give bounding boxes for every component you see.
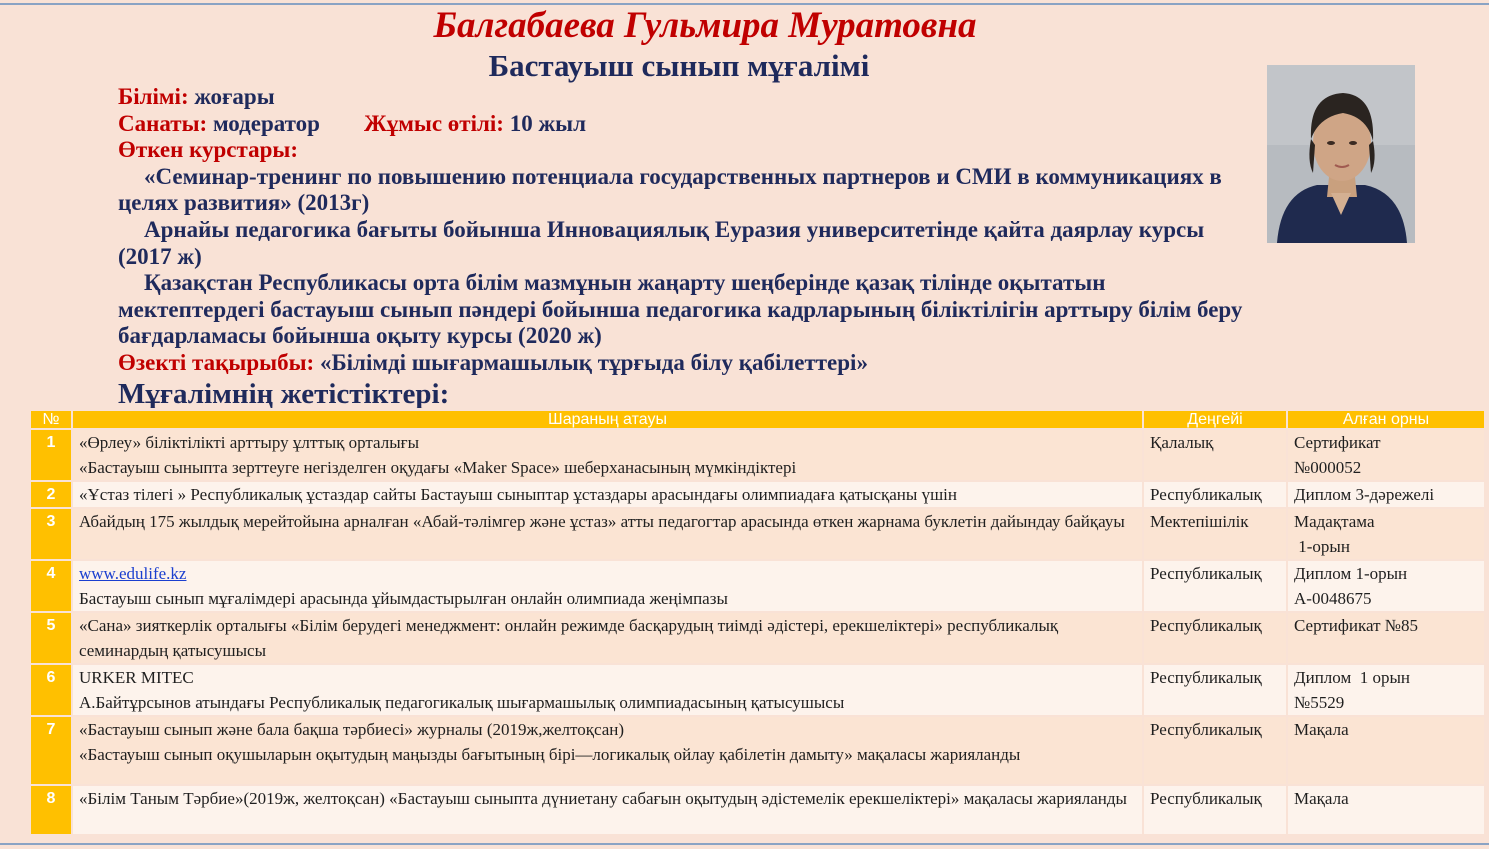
place-cell: Сертификат №85 <box>1288 613 1484 663</box>
achievements-title: Мұғалімнің жетістіктері: <box>118 378 450 408</box>
event-text: «Бастауыш сыныпта зерттеуге негізделген оқудағы «Maker Space» шеберханасының мүмкіндіктері <box>79 458 797 477</box>
teacher-name: Балгабаева Гульмира Муратовна <box>433 5 977 46</box>
place-cell: Диплом 3-дәрежелі <box>1288 482 1484 507</box>
place-cell: Мақала <box>1288 717 1484 784</box>
portrait-image <box>1267 65 1415 243</box>
category-value: модератор <box>207 110 320 136</box>
place-text: №5529 <box>1294 693 1345 712</box>
topic-line <box>118 350 1248 377</box>
event-cell <box>73 561 1142 611</box>
place-text: Диплом 1 орын <box>1294 668 1410 687</box>
row-number: 7 <box>31 717 71 784</box>
category-label: Санаты: <box>118 110 208 136</box>
place-text: Диплом 1-орын <box>1294 564 1408 583</box>
place-text: 1-орын <box>1294 537 1350 556</box>
row-number: 1 <box>31 430 71 480</box>
level-cell: Республикалық <box>1144 717 1286 784</box>
table-row <box>31 613 1484 663</box>
row-number: 2 <box>31 482 71 507</box>
event-text: Бастауыш сынып мұғалімдері арасында ұйымдастырылған онлайн олимпиада жеңімпазы <box>79 589 728 608</box>
table-row <box>31 717 1484 784</box>
row-number: 6 <box>31 665 71 715</box>
event-cell: «Білім Таным Тәрбие»(2019ж, желтоқсан) «Бастауыш сыныпта дүниетану сабағын оқытудың әдістемелік ерекшеліктері» мақаласы жарияланды <box>73 786 1142 834</box>
row-number: 5 <box>31 613 71 663</box>
row-number: 3 <box>31 509 71 559</box>
header-place: Алған орны <box>1288 411 1484 428</box>
table-row <box>31 665 1484 715</box>
level-cell: Қалалық <box>1144 430 1286 480</box>
place-text: А-0048675 <box>1294 589 1372 608</box>
teacher-info <box>118 84 1248 377</box>
event-cell <box>73 717 1142 784</box>
achievements-table <box>29 409 1486 836</box>
courses-label: Өткен курстары: <box>118 137 298 163</box>
table-header-row <box>31 411 1484 428</box>
row-number: 8 <box>31 786 71 834</box>
table-row <box>31 561 1484 611</box>
course-item: «Семинар-тренинг по повышению потенциала государственных партнеров и СМИ в коммуникациях в целях развития» (2013г) <box>118 163 1222 216</box>
level-cell: Республикалық <box>1144 665 1286 715</box>
place-cell <box>1288 561 1484 611</box>
header-number: № <box>31 411 71 428</box>
category-line <box>118 111 1248 138</box>
event-cell: «Сана» зияткерлік орталығы «Білім берудегі менеджмент: онлайн режимде басқарудың тиімді әдістері, ерекшеліктері» республикалық семинардың қатысушысы <box>73 613 1142 663</box>
teacher-photo <box>1267 65 1415 243</box>
event-text: «Өрлеу» біліктілікті арттыру ұлттық орталығы <box>79 433 420 452</box>
table-row <box>31 509 1484 559</box>
experience-value: 10 жыл <box>503 110 586 136</box>
level-cell: Республикалық <box>1144 613 1286 663</box>
event-cell <box>73 430 1142 480</box>
place-cell <box>1288 665 1484 715</box>
topic-label: Өзекті тақырыбы: <box>118 349 315 375</box>
bottom-border <box>0 843 1489 845</box>
event-text: А.Байтұрсынов атындағы Республикалық педагогикалық шығармашылық олимпиадасының қатысушысы <box>79 693 845 712</box>
event-text: URKER MITEC <box>79 668 194 687</box>
table-row <box>31 482 1484 507</box>
place-text: Мадақтама <box>1294 512 1375 531</box>
place-cell <box>1288 509 1484 559</box>
course-item: Қазақстан Республикасы орта білім мазмұнын жаңарту шеңберінде қазақ тілінде оқытатын мектептердегі бастауыш сынып пәндері бойынша педагогика кадрларының біліктілігін арттыру білім беру бағдарламасы бойынша оқыту курсы (2020 ж) <box>118 270 1243 349</box>
level-cell: Республикалық <box>1144 561 1286 611</box>
course-item: Арнайы педагогика бағыты бойынша Инновациялық Еуразия университетінде қайта даярлау курсы (2017 ж) <box>118 216 1205 269</box>
topic-value: «Білімді шығармашылық тұрғыда білу қабілеттері» <box>314 349 868 375</box>
table-row <box>31 786 1484 834</box>
level-cell: Мектепішілік <box>1144 509 1286 559</box>
level-cell: Республикалық <box>1144 482 1286 507</box>
event-cell: «Ұстаз тілегі » Республикалық ұстаздар сайты Бастауыш сыныптар ұстаздары арасындағы олимпиадаға қатысқаны үшін <box>73 482 1142 507</box>
header-event: Шараның атауы <box>73 411 1142 428</box>
event-cell: Абайдың 175 жылдық мерейтойына арналған «Абай-тәлімгер және ұстаз» атты педагогтар арасында өткен жарнама буклетін дайындау байқауы <box>73 509 1142 559</box>
place-text: Сертификат <box>1294 433 1381 452</box>
place-text: №000052 <box>1294 458 1362 477</box>
education-line <box>118 84 1248 111</box>
education-label: Білімі: <box>118 84 189 109</box>
header-level: Деңгейі <box>1144 411 1286 428</box>
edulife-link[interactable]: www.edulife.kz <box>79 564 187 583</box>
place-cell: Мақала <box>1288 786 1484 834</box>
table-row <box>31 430 1484 480</box>
education-value: жоғары <box>188 84 275 109</box>
teacher-position: Бастауыш сынып мұғалімі <box>488 48 870 83</box>
place-cell <box>1288 430 1484 480</box>
event-cell <box>73 665 1142 715</box>
row-number: 4 <box>31 561 71 611</box>
experience-label: Жұмыс өтілі: <box>363 110 504 136</box>
event-text: «Бастауыш сынып оқушыларын оқытудың маңызды бағытының бірі—логикалық ойлау қабілетін дамыту» мақаласы жарияланды <box>79 745 1021 764</box>
event-text: «Бастауыш сынып және бала бақша тәрбиесі» журналы (2019ж,желтоқсан) <box>79 720 625 739</box>
level-cell: Республикалық <box>1144 786 1286 834</box>
